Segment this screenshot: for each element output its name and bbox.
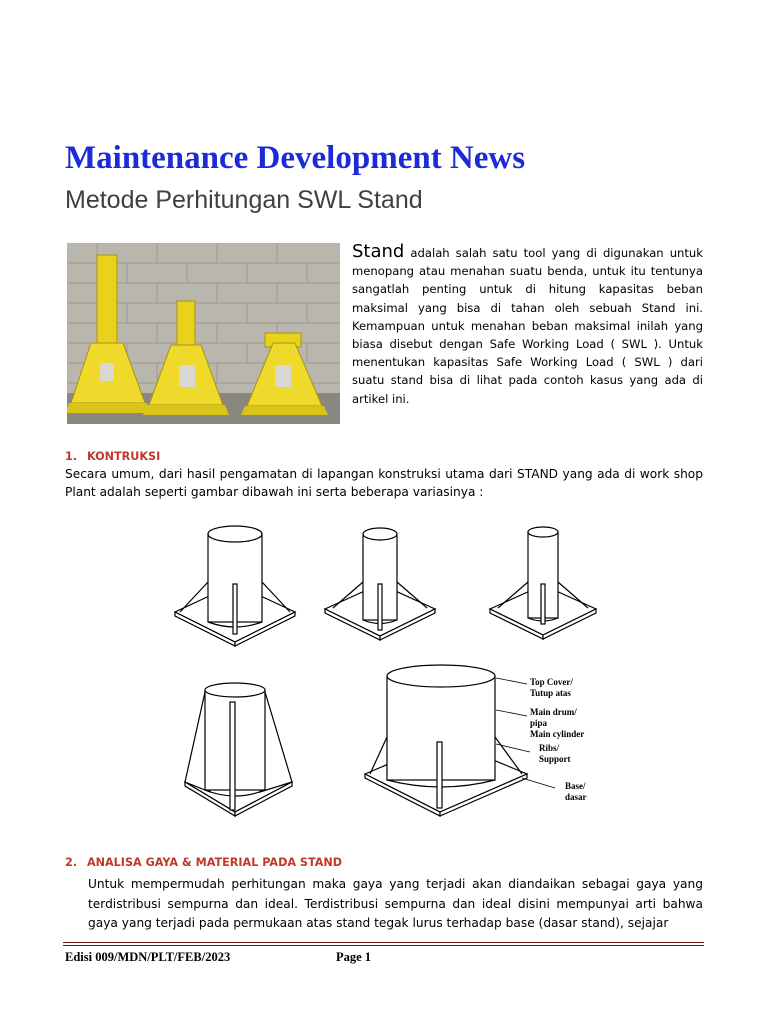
newsletter-title: Maintenance Development News — [65, 140, 526, 176]
section-1-number: 1. — [65, 450, 78, 463]
intro-text: adalah salah satu tool yang di digunakan untuk menopang atau menahan suatu benda, untuk itu tentunya sangatlah penting untuk di hitung kapasitas beban maksimal yang bisa di tahan oleh sebuah Stand ini. Kemampuan untuk menahan beban maksimal inilah yang biasa disebut dengan Safe Working Load ( SWL ). Untuk menentukan kapasitas Safe Working Load ( SWL ) dari suatu stand bisa di lihat pada contoh kasus yang ada di artikel ini. — [352, 246, 703, 406]
label-base-2: dasar — [565, 792, 587, 802]
footer-page-number: Page 1 — [336, 950, 372, 964]
label-main-drum-2: pipa — [530, 718, 548, 728]
section-2-body: Untuk mempermudah perhitungan maka gaya yang terjadi akan diandaikan sebagai gaya yang terdistribusi sempurna dan ideal. Terdistribusi sempurna dan ideal disini mempunyai arti bahwa gaya yang terjadi pada permukaan atas stand tegak lurus terhadap base (dasar stand), sejajar — [88, 877, 703, 930]
label-top-cover-2: Tutup atas — [530, 688, 571, 698]
diagram-stand-5 — [365, 665, 527, 816]
label-main-drum: Main drum/ — [530, 707, 577, 717]
label-base: Base/ — [565, 781, 586, 791]
intro-lead-word: Stand — [352, 241, 405, 262]
section-2-heading — [65, 856, 342, 869]
intro-paragraph — [352, 243, 703, 408]
label-top-cover: Top Cover/ — [530, 677, 573, 687]
diagram-stand-4 — [185, 683, 292, 816]
stands-photo — [67, 243, 340, 424]
label-ribs: Ribs/ — [539, 743, 560, 753]
footer-edition: Edisi 009/MDN/PLT/FEB/2023 — [65, 950, 231, 964]
label-ribs-2: Support — [539, 754, 571, 764]
footer-rule-top — [63, 942, 704, 943]
diagram-stand-2 — [325, 528, 435, 640]
label-main-cylinder: Main cylinder — [530, 729, 585, 739]
section-2-number: 2. — [65, 856, 78, 869]
diagram-stand-1 — [175, 526, 295, 646]
section-1-body: Secara umum, dari hasil pengamatan di lapangan konstruksi utama dari STAND yang ada di work shop Plant adalah seperti gambar dibawah ini serta beberapa variasinya : — [65, 467, 703, 499]
footer-rule-bottom — [63, 945, 704, 946]
section-1-heading — [65, 450, 160, 463]
article-subtitle: Metode Perhitungan SWL Stand — [65, 186, 423, 214]
section-2-title: ANALISA GAYA & MATERIAL PADA STAND — [87, 856, 343, 869]
section-1-title: KONTRUKSI — [87, 450, 161, 463]
stand-construction-diagram — [170, 512, 610, 817]
diagram-stand-3 — [490, 527, 596, 639]
